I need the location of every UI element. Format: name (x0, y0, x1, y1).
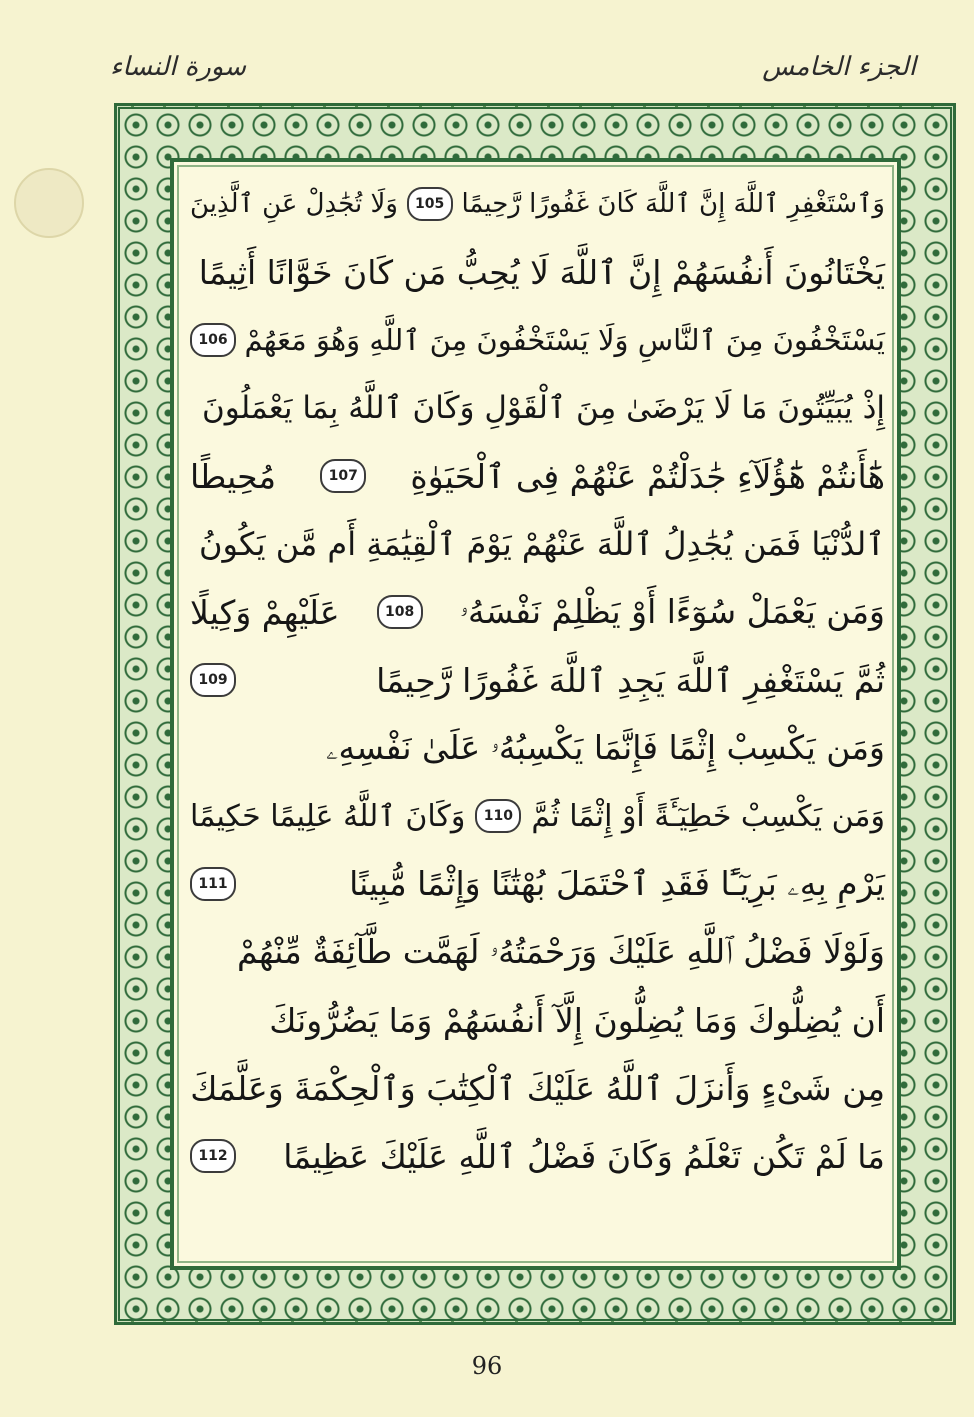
text-line: يَرْمِ بِهِۦ بَرِيٓـًٔا فَقَدِ ٱحْتَمَلَ بُهْتَٰنًا وَإِثْمًا مُّبِينًا 111 (190, 850, 885, 918)
ayah-marker-icon: 107 (320, 459, 366, 493)
ayah-marker-icon: 109 (190, 663, 236, 697)
text-line: يَسْتَخْفُونَ مِنَ ٱلنَّاسِ وَلَا يَسْتَخْفُونَ مِنَ ٱللَّهِ وَهُوَ مَعَهُمْ 106 (190, 306, 885, 374)
text-line: إِذْ يُبَيِّتُونَ مَا لَا يَرْضَىٰ مِنَ ٱلْقَوْلِ وَكَانَ ٱللَّهُ بِمَا يَعْمَلُونَ (201, 390, 885, 426)
text-line: مَا لَمْ تَكُن تَعْلَمُ وَكَانَ فَضْلُ ٱللَّهِ عَلَيْكَ عَظِيمًا 112 (190, 1122, 885, 1190)
ayah-marker-icon: 110 (475, 799, 521, 833)
text-line: وَلَوْلَا فَضْلُ ٱللَّهِ عَلَيْكَ وَرَحْمَتُهُۥ لَهَمَّت طَّآئِفَةٌ مِّنْهُمْ (237, 932, 885, 971)
text-line: أَن يُضِلُّوكَ وَمَا يُضِلُّونَ إِلَّآ أَنفُسَهُمْ وَمَا يَضُرُّونَكَ (269, 1000, 885, 1040)
surah-title: سورة النساء (110, 52, 246, 82)
ayah-marker-icon: 105 (407, 187, 453, 221)
text-line: يَخْتَانُونَ أَنفُسَهُمْ إِنَّ ٱللَّهَ لَا يُحِبُّ مَن كَانَ خَوَّانًا أَثِيمًا (198, 252, 885, 292)
page-header (0, 38, 974, 98)
text-line: ثُمَّ يَسْتَغْفِرِ ٱللَّهَ يَجِدِ ٱللَّهَ غَفُورًا رَّحِيمًا 109 (190, 646, 885, 714)
text-line: وَمَن يَكْسِبْ خَطِيٓـَٔةً أَوْ إِثْمًا ثُمَّ 110 وَكَانَ ٱللَّهُ عَلِيمًا حَكِيمًا (190, 798, 885, 834)
ayah-marker-icon: 108 (377, 595, 423, 629)
quran-text-block (190, 170, 885, 1260)
juz-title: الجزء الخامس (762, 52, 916, 82)
ayah-marker-icon: 111 (190, 867, 236, 901)
text-line: وَمَن يَعْمَلْ سُوٓءًا أَوْ يَظْلِمْ نَفْسَهُۥ 108 عَلَيْهِمْ وَكِيلًا (190, 592, 885, 632)
page-number: 96 (471, 1352, 503, 1380)
ayah-marker-icon: 106 (190, 323, 236, 357)
text-line: وَٱسْتَغْفِرِ ٱللَّهَ إِنَّ ٱللَّهَ كَانَ غَفُورًا رَّحِيمًا 105 وَلَا تُجَٰدِلْ عَنِ ٱلَّذِينَ (190, 189, 885, 219)
text-line: ٱلدُّنْيَا فَمَن يُجَٰدِلُ ٱللَّهَ عَنْهُمْ يَوْمَ ٱلْقِيَٰمَةِ أَم مَّن يَكُونُ (198, 525, 885, 563)
hizb-marker-icon (14, 168, 84, 238)
text-line: هَٰٓأَنتُمْ هَٰٓؤُلَآءِ جَٰدَلْتُمْ عَنْهُمْ فِى ٱلْحَيَوٰةِ 107 مُحِيطًا (190, 456, 885, 496)
text-line: وَمَن يَكْسِبْ إِثْمًا فَإِنَّمَا يَكْسِبُهُۥ عَلَىٰ نَفْسِهِۦ (326, 728, 885, 767)
text-line: مِن شَىْءٍ وَأَنزَلَ ٱللَّهُ عَلَيْكَ ٱلْكِتَٰبَ وَٱلْحِكْمَةَ وَعَلَّمَكَ (190, 1068, 885, 1108)
ayah-marker-icon: 112 (190, 1139, 236, 1173)
